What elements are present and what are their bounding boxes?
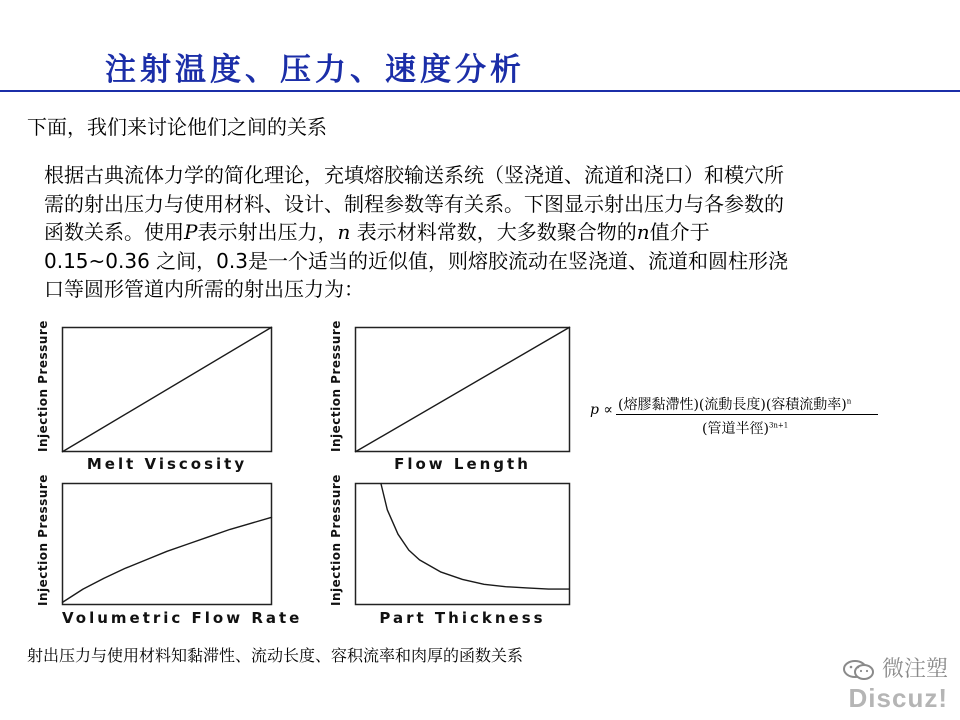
numerator-exponent: n [846,397,852,406]
chart-xlabel: Melt Viscosity [86,455,248,473]
formula-denominator [702,418,788,438]
symbol-n: n [636,220,650,244]
chart-xlabel: Volumetric Flow Rate [62,609,303,627]
chart-melt-viscosity [62,327,272,452]
title-underline [0,90,960,92]
slide-title: 注射温度、压力、速度分析 [105,52,525,88]
watermark [842,652,948,714]
chart-series-line [381,483,570,589]
chart-flow-length [355,327,570,452]
wechat-icon [842,659,876,681]
chart-xlabel: Flow Length [394,455,531,473]
chart-series-line [62,327,272,452]
chart-plot-area [62,327,272,452]
fraction-bar [616,414,878,415]
watermark-top-text: 微注塑 [881,657,948,682]
denominator-text: (管道半徑) [702,421,769,437]
chart-plot-area [62,483,272,605]
chart-part-thickness [355,483,570,605]
figure-caption: 射出压力与使用材料知黏滞性、流动长度、容积流率和肉厚的函数关系 [27,646,524,665]
paragraph-text: 函数关系。使用 [44,220,184,244]
symbol-p: P [184,220,198,244]
chart-ylabel: Injection Pressure [36,320,50,452]
paragraph-line-1: 根据古典流体力学的简化理论，充填熔胶输送系统（竖浇道、流道和浇口）和模穴所 [44,163,784,187]
body-paragraph [44,161,788,304]
slide-subtitle: 下面，我们来讨论他们之间的关系 [27,115,327,139]
chart-ylabel: Injection Pressure [329,474,343,606]
formula-lhs: p ∝ [590,402,613,418]
watermark-bottom: Discuz! [848,683,948,713]
chart-series-line [355,327,570,452]
chart-ylabel: Injection Pressure [329,320,343,452]
paragraph-text: 表示射出压力， [197,220,338,244]
chart-ylabel: Injection Pressure [36,474,50,606]
paragraph-line-5: 口等圆形管道内所需的射出压力为： [44,277,364,301]
chart-volumetric-flow-rate [62,483,272,605]
chart-plot-area [355,327,570,452]
numerator-text: (熔膠黏滯性)(流動長度)(容積流動率) [618,397,847,413]
symbol-n: n [337,220,351,244]
watermark-top [842,652,948,683]
chart-plot-area [355,483,570,605]
chart-series-line [62,517,272,602]
chart-frame [63,484,272,605]
paragraph-text: 值介于 [649,220,710,244]
formula-numerator [618,394,851,414]
paragraph-line-3 [44,218,788,247]
denominator-exponent: 3n+1 [768,421,789,430]
paragraph-line-4: 0.15~0.36 之间，0.3是一个适当的近似值，则熔胶流动在竖浇道、流道和圆柱形浇 [44,248,788,273]
paragraph-line-2: 需的射出压力与使用材料、设计、制程参数等有关系。下图显示射出压力与各参数的 [44,191,784,216]
chart-xlabel: Part Thickness [379,609,546,627]
chart-frame [356,484,570,605]
paragraph-text: 表示材料常数，大多数聚合物的 [350,220,637,244]
